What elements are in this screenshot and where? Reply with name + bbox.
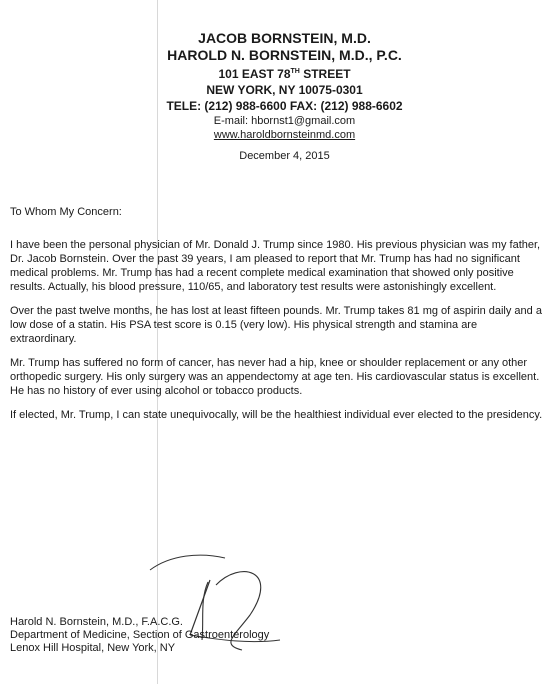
- letterhead: [0, 30, 551, 142]
- letterhead-email: E-mail: hbornst1@gmail.com: [213, 115, 356, 127]
- salutation: To Whom My Concern:: [10, 206, 122, 218]
- letter-date: December 4, 2015: [239, 150, 330, 162]
- signer-department: Department of Medicine, Section of Gastroenterology: [10, 629, 270, 641]
- street-name: STREET: [299, 67, 351, 81]
- letterhead-city: NEW YORK, NY 10075-0301: [206, 83, 363, 97]
- letterhead-name-secondary: HAROLD N. BORNSTEIN, M.D., P.C.: [167, 47, 402, 63]
- body-paragraph-3: Mr. Trump has suffered no form of cancer, has never had a hip, knee or shoulder replacement or any other orthopedic surgery. His only surgery was an appendectomy at age ten. His cardiovascular status is excellent. He has no history of ever using alcohol or tobacco products.: [10, 357, 540, 397]
- signature-block: [10, 616, 269, 655]
- body-paragraph-2: Over the past twelve months, he has lost at least fifteen pounds. Mr. Trump takes 81 mg of aspirin daily and a low dose of a statin. His PSA test score is 0.15 (very low). His physical strength and stamina are extraordinary.: [10, 305, 542, 345]
- body-paragraph-4: If elected, Mr. Trump, I can state unequivocally, will be the healthiest individual ever elected to the presidency.: [10, 409, 543, 421]
- signer-name: Harold N. Bornstein, M.D., F.A.C.G.: [10, 616, 183, 628]
- signer-hospital: Lenox Hill Hospital, New York, NY: [10, 642, 176, 654]
- letterhead-phone: TELE: (212) 988-6600 FAX: (212) 988-6602: [166, 99, 403, 113]
- street-ordinal: TH: [290, 68, 300, 75]
- street-number: 101 EAST 78: [218, 67, 291, 81]
- letter-body: [10, 238, 544, 432]
- letterhead-name-primary: JACOB BORNSTEIN, M.D.: [198, 30, 371, 46]
- letterhead-website-link[interactable]: www.haroldbornsteinmd.com: [213, 129, 356, 141]
- body-paragraph-1: I have been the personal physician of Mr. Donald J. Trump since 1980. His previous physician was my father, Dr. Jacob Bornstein. Over the past 39 years, I am pleased to report that Mr. Trump has had no significant medical problems. Mr. Trump has had a recent complete medical examination that showed only positive results. Actually, his blood pressure, 110/65, and laboratory test results were astonishingly excellent.: [10, 239, 541, 293]
- letterhead-street: [18, 64, 551, 82]
